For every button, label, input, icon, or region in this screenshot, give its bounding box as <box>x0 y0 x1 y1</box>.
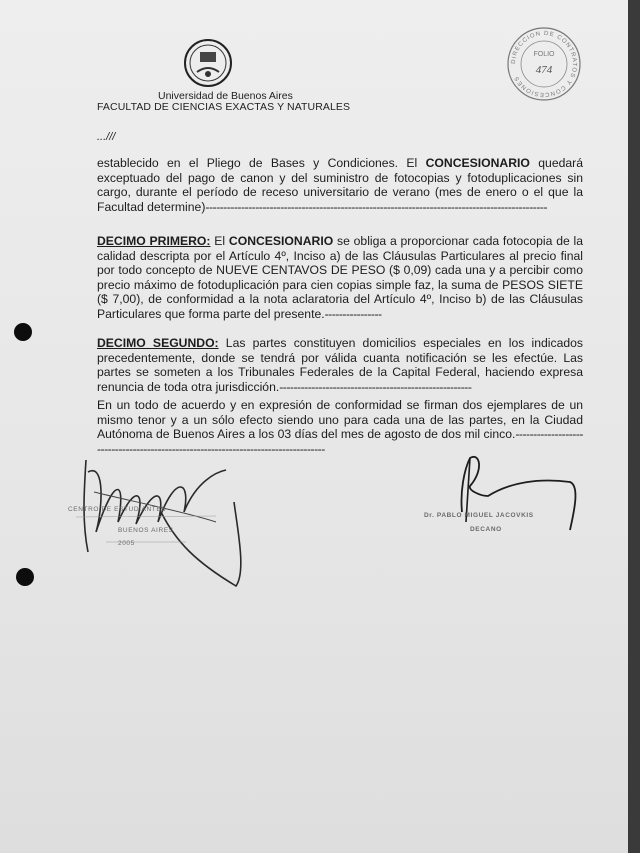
clause-heading: DECIMO PRIMERO: <box>97 234 211 248</box>
left-stamp-line3: 2005 <box>118 540 135 547</box>
folio-number: 474 <box>535 64 553 76</box>
folio-stamp <box>506 26 582 102</box>
left-signature <box>66 452 246 592</box>
right-signature <box>420 452 590 542</box>
p1-text-b: quedará exceptuado del pago de canon y del suministro de fotocopias y fotoduplicaciones sin cargo, durante el período de receso universitario de verano (mes de enero o el que la Facultad determine) <box>97 156 583 214</box>
continuation-mark: .../// <box>97 131 116 143</box>
clause-heading: DECIMO SEGUNDO: <box>97 336 219 350</box>
faculty-name: FACULTAD DE CIENCIAS EXACTAS Y NATURALES <box>97 101 351 113</box>
paragraph-receso <box>97 156 583 214</box>
clause-decimo-segundo <box>97 336 583 394</box>
p2-dashes: ---------------- <box>324 306 382 321</box>
p1-text-a: establecido en el Pliego de Bases y Condiciones. El <box>97 156 426 170</box>
p3-dashes: ------------------------------------------------------ <box>279 379 472 394</box>
p3-text: Las partes constituyen domicilios especiales en los indicados precedentemente, donde se tendrá por válida cuanta notificación se les efectúe. Las partes se someten a los Tribunales Federales de la Capital Federal, haciendo expresa renuncia de toda otra jurisdicción. <box>97 336 583 394</box>
p2-text-a: El <box>210 234 229 248</box>
p1-bold: CONCESIONARIO <box>425 156 530 170</box>
p2-bold: CONCESIONARIO <box>228 234 334 248</box>
university-name: Universidad de Buenos Aires <box>158 90 293 102</box>
left-stamp-line2: BUENOS AIRES <box>118 527 174 534</box>
p2-text-b: se obliga a proporcionar cada fotocopia de la calidad descripta por el Artículo 4º, Inciso a) de las Cláusulas Particulares al precio final por todo concepto de NUEVE CENTAVOS DE PESO ($ 0,09) cada una y a percibir como precio máximo de fotoduplicación para cien copias simple faz, la suma de PESOS SIETE ($ 7,00), de conformidad a la nota aclaratoria del Artículo 4º, Inciso b) de las Cláusulas Particulares que forma parte del presente. <box>97 234 584 321</box>
scan-edge <box>628 0 640 853</box>
folio-label: FOLIO <box>533 51 555 58</box>
right-stamp-line2: DECANO <box>470 526 502 533</box>
clause-decimo-primero <box>97 234 583 322</box>
right-stamp-line1: Dr. PABLO MIGUEL JACOVKIS <box>424 512 534 519</box>
p1-dashes: ------------------------------------------------------------------------------------------------ <box>205 199 548 214</box>
p4-text: En un todo de acuerdo y en expresión de conformidad se firman dos ejemplares de un mismo tenor y a un sólo efecto siendo uno para cada una de las partes, en la Ciudad Autónoma de Buenos Aires a los 03 días del mes de agosto de dos mil cinco. <box>97 398 583 442</box>
punch-hole <box>14 323 32 341</box>
left-stamp-line1: CENTRO DE ESTUDIANTES <box>68 506 167 513</box>
p4-dashes: ----------------------------------------------------------------------------------- <box>97 427 583 456</box>
punch-hole <box>16 568 34 586</box>
folio-ring-text: DIRECCION DE CONTRATOS Y CONCESIONES <box>510 30 578 98</box>
university-crest-icon <box>183 38 233 88</box>
paragraph-firma <box>97 398 583 456</box>
